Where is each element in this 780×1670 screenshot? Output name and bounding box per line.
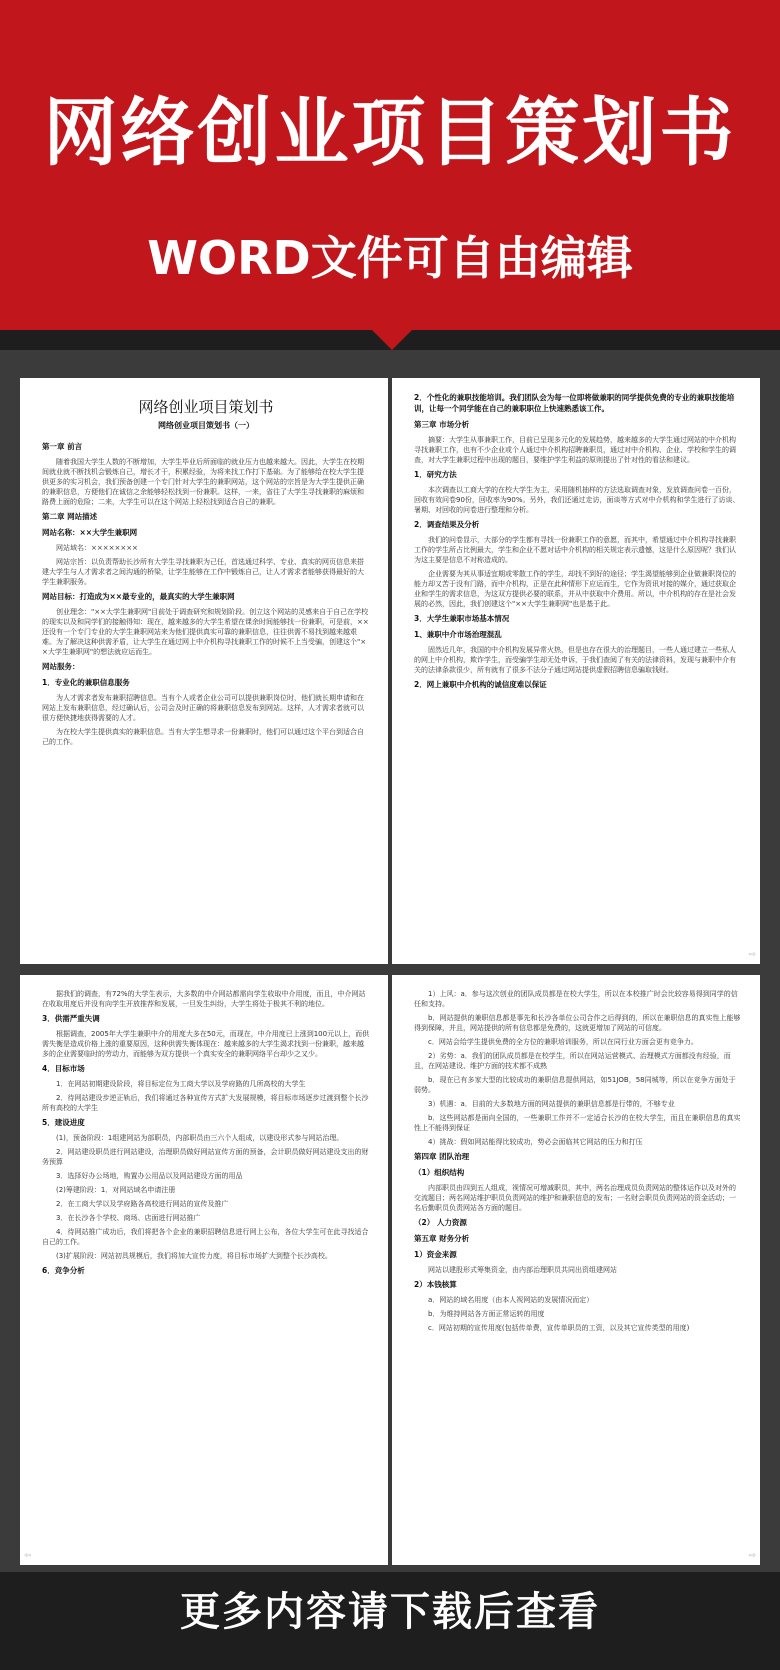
section-heading: 网站名称：××大学生兼职网 — [42, 528, 138, 537]
paragraph: (1)，预备阶段：1组建网站为部职员，内部职员由三六个人组成，以建设形式参与网站治理。 — [56, 1134, 344, 1142]
section-heading: 第二章 网站描述 — [42, 512, 98, 521]
section-heading: 第一章 前言 — [42, 442, 83, 451]
paragraph: 2．网站建设职员进行网站建设，治理职员做好网站宣传方面的预备，会计职员做好网站建设支出的财务预算 — [42, 1148, 369, 1166]
page-corner-icon: ⇨ — [748, 950, 756, 960]
paragraph: 摘要：大学生从事兼职工作，目前已呈现多元化的发展趋势，越来越多的大学生通过网站的中介机构寻找兼职工作，也有不少企业或个人通过中介机构招聘兼职员，通过对中介机构、企业、学校和学生的调查，对大学生兼职过程中出现的题目，要维护学生利益的原则提出了针对性的看法和建议。 — [414, 436, 736, 464]
page-corner-icon: ⇦ — [24, 1551, 32, 1561]
paragraph: b．为维持网站各方面正常运转的用度 — [428, 1310, 545, 1318]
section-heading: 1．专业化的兼职信息服务 — [42, 678, 130, 687]
section-heading: 1）资金来源 — [414, 1250, 457, 1259]
paragraph: 网站域名：×××××××× — [56, 544, 138, 552]
section-heading: 5．建设进度 — [42, 1118, 85, 1127]
paragraph: 3）机遇：a．目前的大多数地方面的网站提供的兼职信息都是行带的，不够专业 — [428, 1100, 675, 1108]
banner-subtitle: WORD文件可自由编辑 — [147, 231, 633, 285]
section-heading: （1）组织结构 — [414, 1168, 465, 1177]
paragraph: b．这些网站都是面向全国的，一些兼职工作并不一定适合长沙的在校大学生，而且在兼职信息的真实性上不能得到保证 — [414, 1114, 741, 1132]
paragraph: 为在校大学生提供真实的兼职信息。当有大学生想寻求一份兼职时，他们可以通过这个平台到适合自己的工作。 — [42, 728, 364, 746]
paragraph: 固然近几年，我国的中介机构发展异常火热，但是也存在很大的治理题目，一些人通过建立一些私人的网上中介机构，欺诈学生，而受骗学生却无处申诉，于我们查阅了有关的法律资料，发现与兼职中介有关的法律条款很少，所有就有了很多不法分子通过网站提供虚假招聘信息骗取钱财。 — [414, 646, 736, 674]
document-subtitle: 网络创业项目策划书（一） — [158, 421, 254, 430]
section-heading: 4．目标市场 — [42, 1064, 85, 1073]
paragraph: c．网站初期的宣传用度(包括传单费，宣传单职员的工资，以及其它宣传类型的用度) — [428, 1324, 690, 1332]
document-page-1 — [20, 378, 388, 964]
title-banner — [0, 0, 780, 330]
section-heading: 2．网上兼职中介机构的诚信度难以保证 — [414, 680, 547, 689]
section-heading: 6．竞争分析 — [42, 1266, 85, 1275]
paragraph: 创业理念："××大学生兼职网"目前处于调查研究和规划阶段。创立这个网站的灵感来自于自己在学校的现实以及和同学们的接触得知：现在，越来越多的大学生希望在课余时间能够找一份兼职，可是前，××还没有一个专门专业的大学生兼职网站来为他们提供真实可靠的兼职信息，往往供需不易找到越来越艰难。为了解决这种供需矛盾，让大学生在通过网上中介机构寻找兼职工作的时候不上当受骗，创建这个"××大学生兼职网"的想法就应运而生。 — [42, 608, 369, 656]
paragraph: 3．在长沙各个学校、商场、店面进行网站推广 — [56, 1214, 201, 1222]
section-heading: 2．调查结果及分析 — [414, 520, 480, 529]
section-heading: 网站目标：打造成为××最专业的，最真实的大学生兼职网 — [42, 592, 235, 601]
document-page-3 — [20, 975, 388, 1565]
document-title: 网络创业项目策划书 — [138, 398, 274, 416]
paragraph: 为人才需求者发布兼职招聘信息。当有个人或者企业公司可以提供兼职岗位时，他们就长期申请和在网站上发布兼职信息，经过确认后，公司会及时正确的将兼职信息发布到网站。这样，人才需求者就可以很方便快捷地获得需要的人才。 — [42, 694, 364, 722]
section-heading: 2）本钱核算 — [414, 1280, 457, 1289]
banner-pointer — [370, 328, 414, 350]
paragraph: 1．在网站初期建设阶段，将目标定位为工商大学以及学府路的几所高校的大学生 — [56, 1080, 306, 1088]
paragraph: 网站宗旨：以负责帮助长沙所有大学生寻找兼职为己任，首选通过科学、专业、真实的网页信息来搭建大学生与人才需求者之间沟通的桥梁，让学生能够在工作中锻炼自己，让人才需求者能够获得最好的大学生兼职服务。 — [42, 558, 364, 586]
paragraph: 4）挑战：假如网站能得比较成功，势必会面临其它网站的压力和打压 — [428, 1138, 643, 1146]
paragraph: 内部职员由四到五人组成，视情况可增减职员，其中，两名治理成员负责网站的整体运作以及对外的交流题目；两名网站维护职员负责网站的维护和兼职信息的发布；一名财会职员负责网站的资金活动；一名后勤职员负责网站各方面的题目。 — [414, 1184, 736, 1212]
page-corner-icon: ⇨ — [748, 1551, 756, 1561]
section-heading: 第四章 团队治理 — [414, 1152, 470, 1161]
paragraph: b．现在已有多家大型的比较成功的兼职信息提供网站，如51JOB，58同城等，所以在竞争方面处于弱势。 — [414, 1076, 736, 1094]
paragraph: 本次调查以工商大学的在校大学生为主，采用随机抽样的方法选取调查对象，发放调查问卷一百份，回收有效问卷90份，回收率为90%。另外，我们还通过走访，面谈等方式对中介机构和学生进行了访谈、暑期、对回收的问卷进行整理和分析。 — [414, 486, 740, 514]
section-heading: 网站服务： — [42, 662, 80, 671]
section-heading: 2．个性化的兼职技能培训。我们团队会为每一位即将做兼职的同学提供免费的专业的兼职技能培训，让每一个同学能在自己的兼职职位上快速熟悉该工作。 — [414, 393, 735, 413]
section-heading: 3．供需严重失调 — [42, 1014, 100, 1023]
paragraph: (3)扩展阶段：网站初具规模后，我们将加大宣传力度，将目标市场扩大到整个长沙高校。 — [56, 1252, 332, 1260]
paragraph: b．网站提供的兼职信息都是事先和长沙各单位公司合作之后得到的，所以在兼职信息的真实性上能够得到保障，并且，网站提供的所有信息都是免费的，这就更增加了网站的可信度。 — [414, 1014, 741, 1032]
paragraph: c．网站会给学生提供免费的全方位的兼职培训服务，所以在同行业方面会更有竞争力。 — [428, 1038, 698, 1046]
document-page-4 — [392, 975, 760, 1565]
document-page-2 — [392, 378, 760, 964]
section-heading: 第五章 财务分析 — [414, 1234, 470, 1243]
section-heading: 第三章 市场分析 — [414, 420, 470, 429]
paragraph: 随着我国大学生人数的不断增加，大学生毕业后所面临的就业压力也越来越大。因此，大学生在校期间就业就不断找机会锻炼自己，增长才干，积累经验，为将来找工作打下基础。为了能够给在校大学生提供更多的实习机会，我们预备创建一个专门针对大学生的兼职网站，这个网站的宗旨是为大学生提供正确的兼职信息，方便他们在诚信之余能够轻松找到一份兼职。这样，一来，省往了大学生寻找兼职的麻烦和路费上面的危险；二来，大学生可以在这个网站上轻松找到适合自己的兼职。 — [42, 458, 364, 506]
section-heading: 1、兼职中介市场治理混乱 — [414, 630, 502, 639]
paragraph: (2)筹建阶段：1．对网站域名申请注册 — [56, 1186, 176, 1194]
paragraph: 企业需要为其从事适宜期或零散工作的学生，却找不到好的途径；学生渴望能够到企业做兼职岗位的能力却又苦于没有门路，而中介机构，正是在此种情形下应运而生，它作为资讯对接的媒介，通过获取企业和学生的需求信息，为这双方提供必要的联系，并从中获取中介费用。所以，中介机构的存在是社会发展的必然，因此，我们创建这个"××大学生兼职网"也是基于此。 — [414, 570, 736, 608]
paragraph: 2．在工商大学以及学府路各高校进行网站的宣传及推广 — [56, 1200, 229, 1208]
paragraph: a．网站的域名用度（由本人视网站的发展情况而定） — [428, 1296, 594, 1304]
paragraph: 4．待网站推广成功后，我们将把各个企业的兼职招聘信息进行网上公布，各位大学生可在此寻找适合自己的工作。 — [42, 1228, 369, 1246]
section-heading: 3．大学生兼职市场基本情况 — [414, 614, 510, 623]
section-heading: 1．研究方法 — [414, 470, 457, 479]
paragraph: 1）上风：a．参与这次创业的团队成员都是在校大学生，所以在本校推广时会比较容易得到同学的信任和支持。 — [414, 990, 738, 1008]
section-heading: （2） 人力资源 — [414, 1218, 467, 1227]
paragraph: 根据调查，2005年大学生兼职中介的用度大多在50元，而现在，中介用度已上涨到100元以上，而供需失衡是造成价格上涨的重要原因，这种供需失衡体现在：越来越多的大学生渴求找到一份兼职，越来越多的企业需要临时的劳动力，而能够为双方提供一个真实安全的兼职网络平台却少之又少。 — [42, 1030, 370, 1058]
paragraph: 据我们的调查，有72%的大学生表示，大多数的中介网站都需向学生收取中介用度，而且，中介网站在收取用度后并没有向学生开放推荐和发展，一旦发生纠纷，大学生将处于极其不利的地位。 — [42, 990, 366, 1008]
paragraph: 2）劣势：a．我们的团队成员都是在校学生，所以在网站运营模式、治理模式方面都没有经验，而且，在网站建设、维护方面的技术都不成熟 — [414, 1052, 731, 1070]
paragraph: 我们的问卷显示，大部分的学生都有寻找一份兼职工作的意愿，而其中，希望通过中介机构寻找兼职工作的学生所占比例最大，学生和企业不愿对话中介机构的相关规定表示遗憾，这是什么原因呢？我们认为这主要是信息不对称造成的。 — [414, 536, 736, 564]
paragraph: 2．待网站建设步逆正轨后，我们将通过各种宣传方式扩大发展规模，将目标市场逐步过渡到整个长沙所有高校的大学生 — [42, 1094, 369, 1112]
banner-title: 网络创业项目策划书 — [43, 90, 737, 176]
download-prompt: 更多内容请下载后查看 — [180, 1589, 600, 1635]
paragraph: 网站以建股形式筹集资金，由内部治理职员共同出资组建网站 — [428, 1266, 617, 1274]
paragraph: 3．选择好办公场地，购置办公用品以及网站建设方面的用品 — [56, 1172, 243, 1180]
